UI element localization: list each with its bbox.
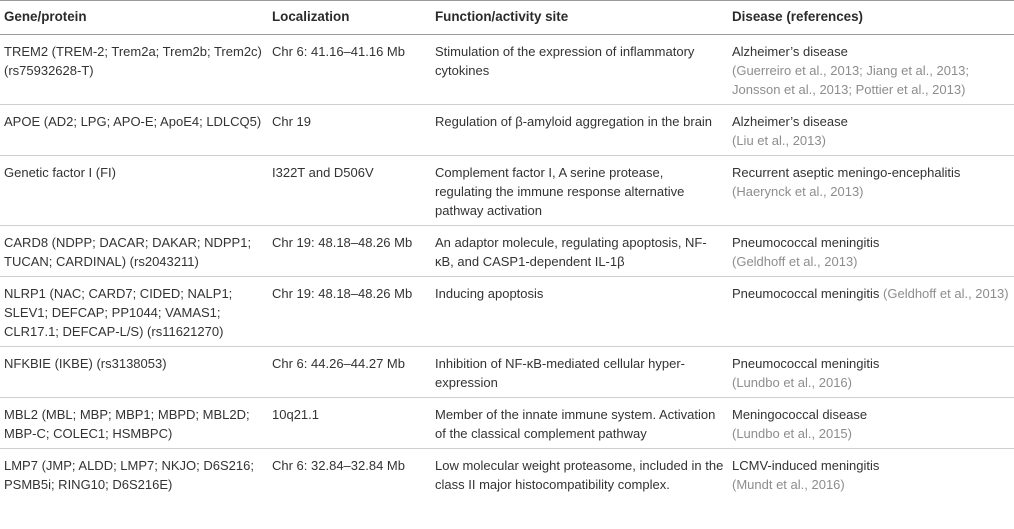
gene-cell: CARD8 (NDPP; DACAR; DAKAR; NDPP1; TUCAN; CARDINAL) (rs2043211) <box>0 226 268 277</box>
localization-cell: Chr 19: 48.18–48.26 Mb <box>268 277 431 347</box>
disease-cell <box>728 449 1014 500</box>
function-cell: Complement factor I, A serine protease, regulating the immune response alternative pathway activation <box>431 156 728 226</box>
localization-cell: Chr 19: 48.18–48.26 Mb <box>268 226 431 277</box>
reference-text: (Lundbo et al., 2015) <box>732 426 852 441</box>
localization-cell: Chr 19 <box>268 105 431 156</box>
table-row <box>0 156 1014 226</box>
function-cell: Inducing apoptosis <box>431 277 728 347</box>
header-disease: Disease (references) <box>728 1 1014 35</box>
function-cell: Regulation of β-amyloid aggregation in the brain <box>431 105 728 156</box>
function-cell: Stimulation of the expression of inflammatory cytokines <box>431 35 728 105</box>
disease-name: Pneumococcal meningitis <box>732 286 880 301</box>
header-gene: Gene/protein <box>0 1 268 35</box>
table-row <box>0 105 1014 156</box>
gene-cell: NFKBIE (IKBE) (rs3138053) <box>0 347 268 398</box>
localization-cell: Chr 6: 32.84–32.84 Mb <box>272 458 405 473</box>
reference-text: (Mundt et al., 2016) <box>732 477 845 492</box>
disease-cell <box>728 156 1014 226</box>
localization-cell: Chr 6: 41.16–41.16 Mb <box>268 35 431 105</box>
disease-name: LCMV-induced meningitis <box>732 458 880 473</box>
disease-name: Meningococcal disease <box>732 407 868 422</box>
reference-text: (Lundbo et al., 2016) <box>732 375 852 390</box>
function-cell: An adaptor molecule, regulating apoptosis, NF-κB, and CASP1-dependent IL-1β <box>431 226 728 277</box>
disease-cell <box>728 105 1014 156</box>
localization-cell: 10q21.1 <box>268 398 431 449</box>
table-row <box>0 347 1014 398</box>
header-row <box>0 1 1014 35</box>
disease-cell <box>728 398 1014 449</box>
gene-cell: TREM2 (TREM-2; Trem2a; Trem2b; Trem2c) (rs75932628-T) <box>0 35 268 105</box>
function-cell: Inhibition of NF-κB-mediated cellular hyper-expression <box>431 347 728 398</box>
disease-cell <box>728 277 1014 347</box>
reference-text: (Haerynck et al., 2013) <box>732 184 864 199</box>
gene-cell: MBL2 (MBL; MBP; MBP1; MBPD; MBL2D; MBP-C; COLEC1; HSMBPC) <box>0 398 268 449</box>
reference-text: (Geldhoff et al., 2013) <box>732 254 858 269</box>
disease-name: Pneumococcal meningitis <box>732 356 880 371</box>
disease-name: Alzheimer’s disease <box>732 114 848 129</box>
disease-cell <box>728 347 1014 398</box>
gene-cell: NLRP1 (NAC; CARD7; CIDED; NALP1; SLEV1; DEFCAP; PP1044; VAMAS1; CLR17.1; DEFCAP-L/S) (rs11621270) <box>0 277 268 347</box>
disease-name: Pneumococcal meningitis <box>732 235 880 250</box>
reference-text: (Guerreiro et al., 2013; Jiang et al., 2013; Jonsson et al., 2013; Pottier et al., 2013) <box>732 63 970 97</box>
function-cell: Member of the innate immune system. Activation of the classical complement pathway <box>431 398 728 449</box>
reference-text: (Liu et al., 2013) <box>732 133 826 148</box>
disease-cell <box>728 226 1014 277</box>
gene-cell: LMP7 (JMP; ALDD; LMP7; NKJO; D6S216; PSMB5i; RING10; D6S216E) <box>4 458 254 492</box>
table-row <box>0 35 1014 105</box>
function-cell: Low molecular weight proteasome, included in the class II major histocompatibility complex. <box>435 458 724 492</box>
table-row <box>0 226 1014 277</box>
gene-cell: Genetic factor I (FI) <box>0 156 268 226</box>
disease-name: Alzheimer’s disease <box>732 44 848 59</box>
gene-cell: APOE (AD2; LPG; APO-E; ApoE4; LDLCQ5) <box>0 105 268 156</box>
localization-cell: Chr 6: 44.26–44.27 Mb <box>268 347 431 398</box>
header-localization: Localization <box>268 1 431 35</box>
reference-text: (Geldhoff et al., 2013) <box>883 286 1009 301</box>
table-row <box>0 449 1014 500</box>
table-row <box>0 398 1014 449</box>
table-row <box>0 277 1014 347</box>
header-function: Function/activity site <box>431 1 728 35</box>
localization-cell: I322T and D506V <box>268 156 431 226</box>
disease-cell <box>728 35 1014 105</box>
disease-name: Recurrent aseptic meningo-encephalitis <box>732 165 961 180</box>
